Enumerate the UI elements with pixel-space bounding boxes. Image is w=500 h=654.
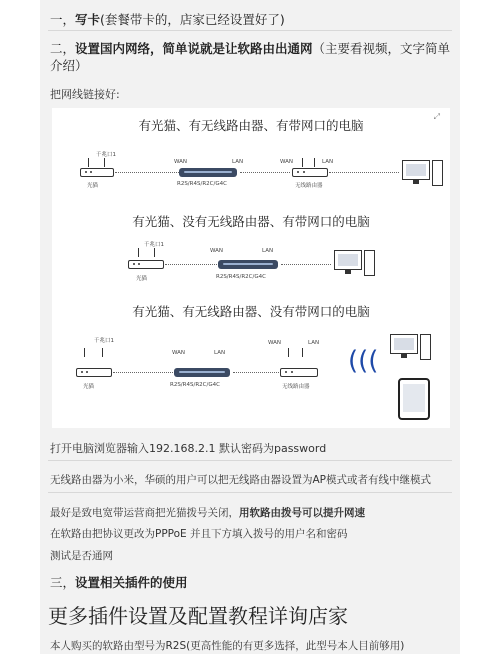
antenna bbox=[288, 348, 289, 357]
antenna bbox=[138, 248, 139, 257]
divider bbox=[48, 460, 452, 461]
step3-number: 三， bbox=[50, 575, 76, 590]
modem-port-label: 千兆口1 bbox=[94, 338, 114, 344]
antenna bbox=[314, 158, 315, 167]
tablet-icon bbox=[398, 378, 430, 420]
antenna bbox=[84, 348, 85, 357]
wan-label: WAN bbox=[210, 248, 224, 254]
soft-router-device bbox=[174, 368, 230, 377]
lan-label: LAN bbox=[232, 159, 244, 165]
modem-label: 光猫 bbox=[136, 276, 148, 282]
step1-note: (套餐带卡的，店家已经设置好了) bbox=[100, 12, 285, 27]
step1-heading bbox=[50, 10, 285, 28]
expand-icon[interactable]: ⤢ bbox=[433, 112, 440, 121]
ap-mode-note: 无线路由器为小米，华硕的用户可以把无线路由器设置为AP模式或者有线中继模式 bbox=[50, 474, 432, 486]
test-instruction: 测试是否通网 bbox=[50, 550, 113, 562]
dial-tip bbox=[50, 505, 365, 520]
connect-text: 把网线链接好: bbox=[50, 88, 120, 101]
step2-note: （主要看视频，文字简单介绍） bbox=[50, 41, 451, 73]
modem-device bbox=[80, 168, 114, 177]
lan-label: LAN bbox=[214, 350, 226, 356]
modem-device bbox=[128, 260, 164, 269]
cable bbox=[281, 264, 331, 265]
article-page bbox=[40, 0, 460, 654]
modem-port-label: 千兆口1 bbox=[144, 242, 164, 248]
dial-tip-bold: 用软路由拨号可以提升网速 bbox=[239, 507, 365, 519]
step1-bold: 写卡 bbox=[75, 12, 101, 27]
big-heading: 更多插件设置及配置教程详询店家 bbox=[48, 604, 348, 628]
wan-label: WAN bbox=[172, 350, 186, 356]
wr-wan-label: WAN bbox=[268, 340, 282, 346]
wireless-router-device bbox=[280, 368, 318, 377]
antenna bbox=[102, 348, 103, 357]
cable bbox=[113, 372, 173, 373]
router-model-label: R2S/R4S/R2C/G4C bbox=[170, 382, 220, 388]
lan-label: LAN bbox=[262, 248, 274, 254]
wr-lan-label: LAN bbox=[322, 159, 334, 165]
router-model-label: R2S/R4S/R2C/G4C bbox=[216, 274, 266, 280]
antenna bbox=[302, 158, 303, 167]
step2-heading bbox=[50, 40, 454, 74]
wan-label: WAN bbox=[174, 159, 188, 165]
dial-tip-text: 最好是致电宽带运营商把光猫拨号关闭， bbox=[50, 507, 239, 519]
modem-label: 光猫 bbox=[83, 384, 95, 390]
modem-label: 光猫 bbox=[87, 183, 99, 189]
step3-heading bbox=[50, 573, 188, 591]
soft-router-device bbox=[179, 168, 237, 177]
scenario3-title: 有光猫、有无线路由器、没有带网口的电脑 bbox=[132, 304, 370, 319]
antenna bbox=[104, 158, 105, 167]
divider bbox=[48, 30, 452, 31]
cable bbox=[329, 172, 399, 173]
step1-number: 一， bbox=[50, 12, 76, 27]
scenario1-title: 有光猫、有无线路由器、有带网口的电脑 bbox=[138, 118, 364, 133]
footer-note: 本人购买的软路由型号为R2S(更高性能的有更多选择，此型号本人目前够用) bbox=[50, 640, 405, 652]
scenario2-title: 有光猫、没有无线路由器、有带网口的电脑 bbox=[132, 214, 370, 229]
cable bbox=[115, 172, 179, 173]
wr-lan-label: LAN bbox=[308, 340, 320, 346]
wr-wan-label: WAN bbox=[280, 159, 294, 165]
modem-port-label: 千兆口1 bbox=[96, 152, 116, 158]
network-diagram bbox=[52, 108, 450, 428]
cable bbox=[165, 264, 217, 265]
browser-instruction: 打开电脑浏览器输入192.168.2.1 默认密码为password bbox=[50, 442, 327, 455]
step2-bold: 设置国内网络，简单说就是让软路由出通网 bbox=[75, 41, 313, 56]
antenna bbox=[88, 158, 89, 167]
soft-router-device bbox=[218, 260, 278, 269]
cable bbox=[240, 172, 290, 173]
divider bbox=[48, 492, 452, 493]
wifi-signal-icon: ((( bbox=[348, 346, 379, 376]
step3-bold: 设置相关插件的使用 bbox=[75, 575, 188, 590]
wireless-router-device bbox=[292, 168, 328, 177]
cable bbox=[233, 372, 279, 373]
modem-device bbox=[76, 368, 112, 377]
wr-label: 无线路由器 bbox=[282, 384, 310, 390]
wr-label: 无线路由器 bbox=[295, 183, 323, 189]
step2-number: 二， bbox=[50, 41, 76, 56]
antenna bbox=[302, 348, 303, 357]
antenna bbox=[154, 248, 155, 257]
router-model-label: R2S/R4S/R2C/G4C bbox=[177, 181, 227, 187]
pppoe-instruction: 在软路由把协议更改为PPPoE 并且下方填入拨号的用户名和密码 bbox=[50, 528, 348, 540]
